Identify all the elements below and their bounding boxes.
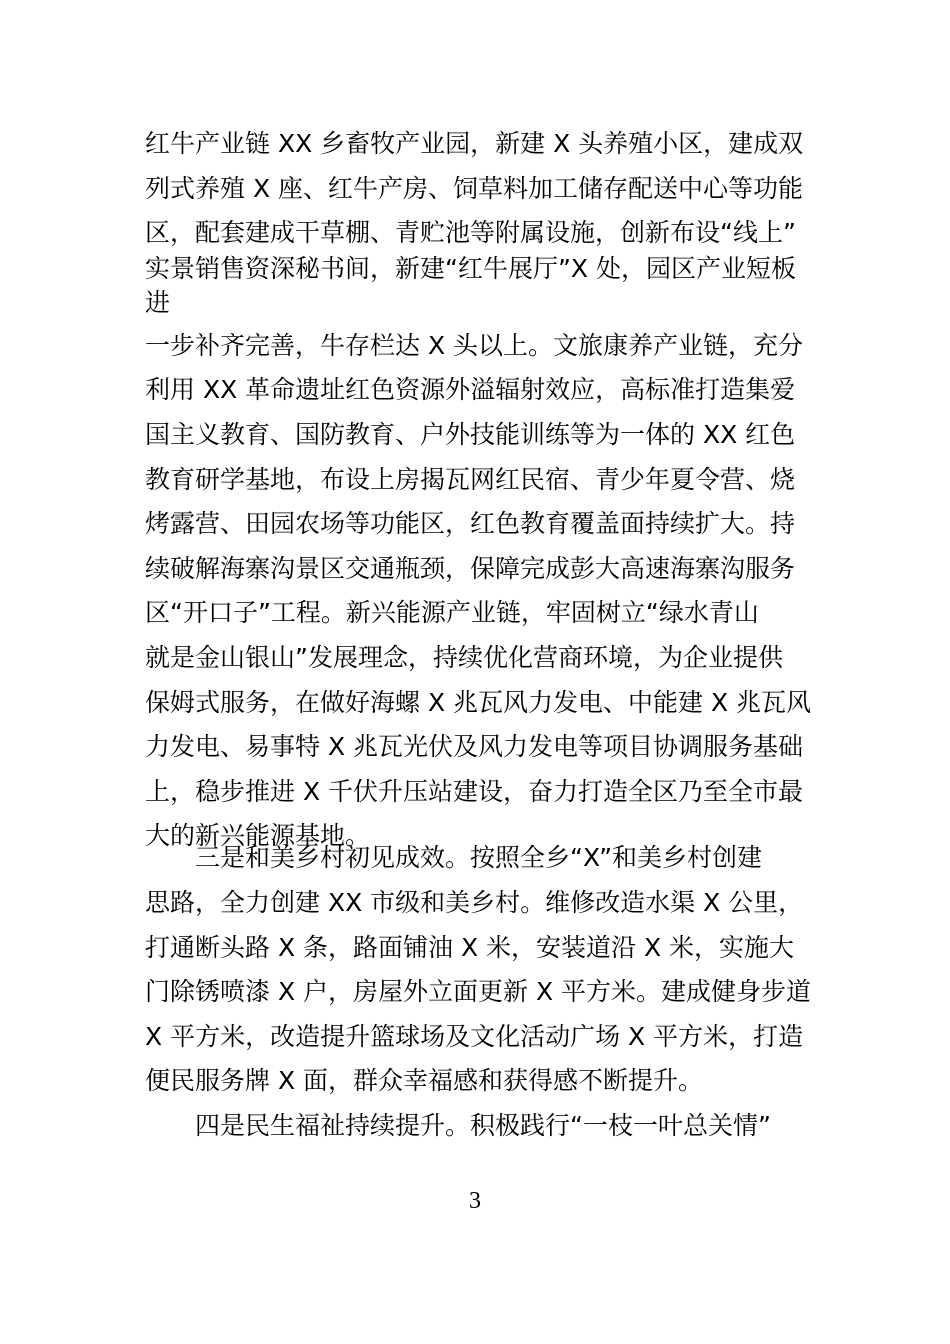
text-line: 红牛产业链 XX 乡畜牧产业园，新建 X 头养殖小区，建成双 <box>145 129 804 158</box>
text-line: 区“开口子”工程。新兴能源产业链，牢固树立“绿水青山 <box>145 598 759 628</box>
text-line: 列式养殖 X 座、红牛产房、饲草料加工储存配送中心等功能 <box>145 173 804 203</box>
text-line: 续破解海寨沟景区交通瓶颈，保障完成彭大高速海寨沟服务 <box>145 553 796 583</box>
text-line: 打通断头路 X 条，路面铺油 X 米，安装道沿 X 米，实施大 <box>145 932 795 962</box>
text-line: 教育研学基地，布设上房揭瓦网红民宿、青少年夏令营、烧 <box>145 464 796 494</box>
text-line: 进 <box>145 287 171 317</box>
text-line: 保姆式服务，在做好海螺 X 兆瓦风力发电、中能建 X 兆瓦风 <box>145 687 812 717</box>
text-line: 门除锈喷漆 X 户，房屋外立面更新 X 平方米。建成健身步道 <box>145 977 812 1007</box>
text-line: 区，配套建成干草棚、青贮池等附属设施，创新布设“线上” <box>145 218 796 248</box>
text-line: 大的新兴能源基地。 <box>145 821 371 851</box>
text-line: 力发电、易事特 X 兆瓦光伏及风力发电等项目协调服务基础 <box>145 732 804 762</box>
page-number: 3 <box>469 1188 481 1214</box>
text-line: 实景销售资深秘书间，新建“红牛展厅”X 处，园区产业短板 <box>145 253 796 283</box>
paragraph-start: 三是和美乡村初见成效。按照全乡“X”和美乡村创建 <box>195 843 763 873</box>
text-line: 利用 XX 革命遗址红色资源外溢辐射效应，高标准打造集爱 <box>145 375 796 405</box>
text-line: X 平方米，改造提升篮球场及文化活动广场 X 平方米，打造 <box>145 1021 804 1051</box>
text-line: 国主义教育、国防教育、户外技能训练等为一体的 XX 红色 <box>145 419 796 449</box>
text-line: 烤露营、田园农场等功能区，红色教育覆盖面持续扩大。持 <box>145 509 796 539</box>
paragraph-start: 四是民生福祉持续提升。积极践行“一枝一叶总关情” <box>195 1110 771 1140</box>
text-line: 就是金山银山”发展理念，持续优化营商环境，为企业提供 <box>145 642 783 672</box>
body-text <box>145 122 845 1148</box>
text-line: 便民服务牌 X 面，群众幸福感和获得感不断提升。 <box>145 1066 704 1096</box>
text-line: 思路，全力创建 XX 市级和美乡村。维修改造水渠 X 公里， <box>145 887 804 917</box>
text-line: 一步补齐完善，牛存栏达 X 头以上。文旅康养产业链，充分 <box>145 330 804 360</box>
text-line: 上，稳步推进 X 千伏升压站建设，奋力打造全区乃至全市最 <box>145 776 804 806</box>
